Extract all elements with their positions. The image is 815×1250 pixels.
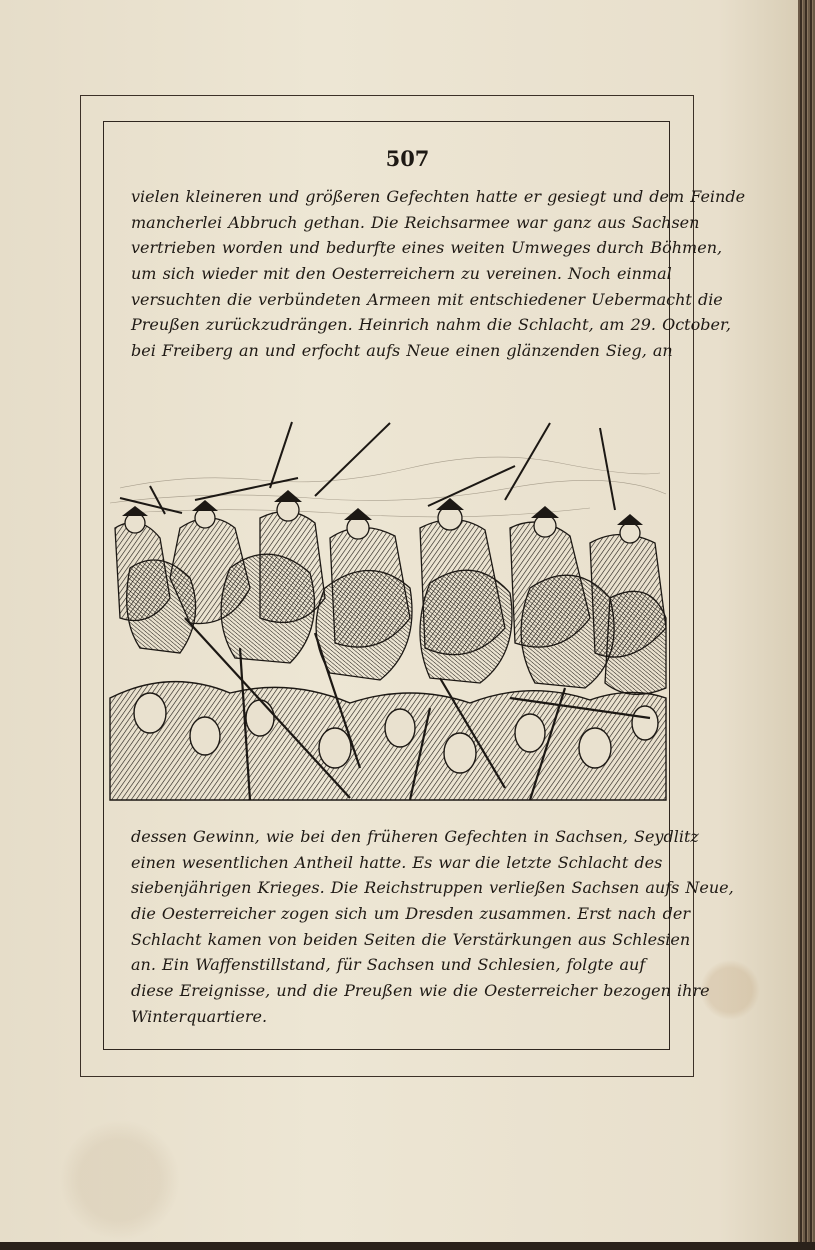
page-bottom-edge — [0, 1242, 815, 1250]
page-stack-edge — [798, 0, 815, 1250]
paragraph-top — [131, 184, 746, 364]
text-line: versuchten die verbündeten Armeen mit entschiedener Uebermacht die — [131, 289, 723, 309]
battle-engraving-illustration — [110, 418, 666, 800]
text-line: einen wesentlichen Antheil hatte. Es war die letzte Schlacht des — [131, 852, 663, 872]
text-line: um sich wieder mit den Oesterreichern zu vereinen. Noch einmal — [131, 264, 672, 284]
text-line: bei Freiberg an und erfocht aufs Neue einen glänzenden Sieg, an — [131, 341, 673, 361]
text-line: Schlacht kamen von beiden Seiten die Verstärkungen aus Schlesien — [131, 929, 691, 949]
text-line: vertrieben worden und bedurfte eines weiten Umweges durch Böhmen, — [131, 238, 723, 258]
text-line: die Oesterreicher zogen sich um Dresden zusammen. Erst nach der — [131, 904, 691, 924]
text-line: an. Ein Waffenstillstand, für Sachsen und Schlesien, folgte auf — [131, 955, 646, 975]
text-line: vielen kleineren und größeren Gefechten hatte er gesiegt und dem Feinde — [131, 187, 746, 206]
text-line: Preußen zurückzudrängen. Heinrich nahm die Schlacht, am 29. October, — [131, 315, 731, 335]
sky-smoke — [110, 457, 666, 517]
text-line: diese Ereignisse, und die Preußen wie die Oesterreicher bezogen ihre — [131, 981, 710, 1001]
page-number: 507 — [385, 146, 430, 171]
paragraph-bottom — [131, 824, 734, 1030]
text-line: siebenjährigen Krieges. Die Reichstruppen verließen Sachsen aufs Neue, — [131, 878, 734, 898]
text-line: Winterquartiere. — [131, 1006, 268, 1026]
text-line: mancherlei Abbruch gethan. Die Reichsarmee war ganz aus Sachsen — [131, 212, 700, 232]
text-line: dessen Gewinn, wie bei den früheren Gefechten in Sachsen, Seydlitz — [131, 827, 699, 846]
